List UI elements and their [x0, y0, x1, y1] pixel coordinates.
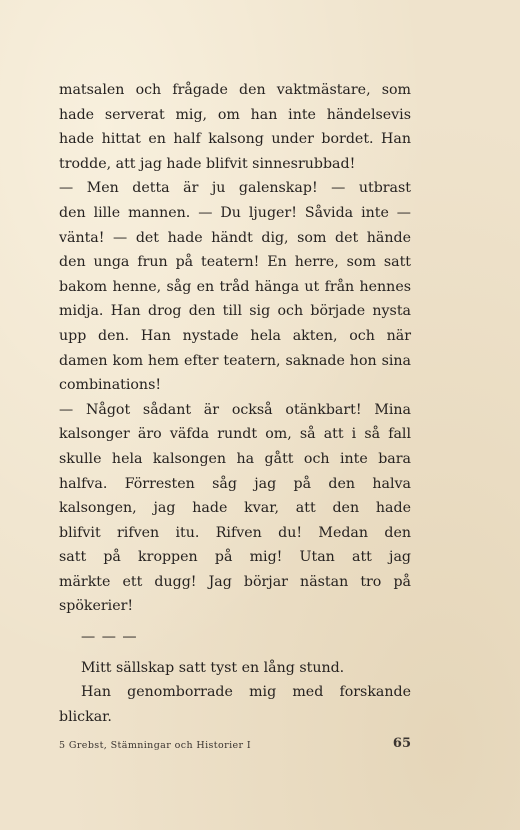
page-number: 65: [392, 736, 411, 751]
text-line: kalsongen, jag hade kvar, att den hade: [59, 500, 411, 517]
text-line: blifvit rifven itu. Rifven du! Medan den: [59, 524, 411, 541]
text-line: spökerier!: [59, 598, 134, 615]
text-line: Mitt sällskap satt tyst en lång stund.: [81, 659, 345, 676]
text-line: satt på kroppen på mig! Utan att jag: [59, 549, 411, 566]
text-line: upp den. Han nystade hela akten, och när: [59, 327, 411, 344]
text-line: midja. Han drog den till sig och började nysta: [59, 303, 411, 320]
text-line: trodde, att jag hade blifvit sinnesrubbad!: [59, 155, 356, 172]
printer-signature: 5 Grebst, Stämningar och Historier I: [59, 740, 252, 751]
text-line: den lille mannen. — Du ljuger! Såvida inte —: [59, 204, 411, 221]
text-line: den unga frun på teatern! En herre, som satt: [59, 254, 411, 271]
text-line: hade serverat mig, om han inte händelsevis: [59, 106, 411, 123]
text-line: matsalen och frågade den vaktmästare, som: [59, 82, 411, 98]
text-line: damen kom hem efter teatern, saknade hon sina: [59, 352, 411, 369]
text-line: — Men detta är ju galenskap! — utbrast: [59, 180, 411, 197]
text-line: blickar.: [59, 708, 112, 725]
text-line: bakom henne, såg en tråd hänga ut från hennes: [59, 278, 411, 295]
text-line: vänta! — det hade händt dig, som det hände: [59, 229, 411, 246]
text-line: Han genomborrade mig med forskande: [81, 684, 411, 701]
text-line: kalsonger äro väfda rundt om, så att i så fall: [59, 426, 411, 443]
text-line: hade hittat en half kalsong under bordet. Han: [59, 131, 411, 148]
text-line: skulle hela kalsongen ha gått och inte bara: [59, 450, 411, 467]
section-separator: — — —: [81, 629, 138, 646]
text-line: halfva. Förresten såg jag på den halva: [59, 475, 411, 492]
text-line: combinations!: [59, 377, 162, 394]
text-line: — Något sådant är också otänkbart! Mina: [59, 401, 411, 418]
body-text: [59, 78, 411, 729]
text-line: märkte ett dugg! Jag börjar nästan tro på: [59, 573, 411, 590]
